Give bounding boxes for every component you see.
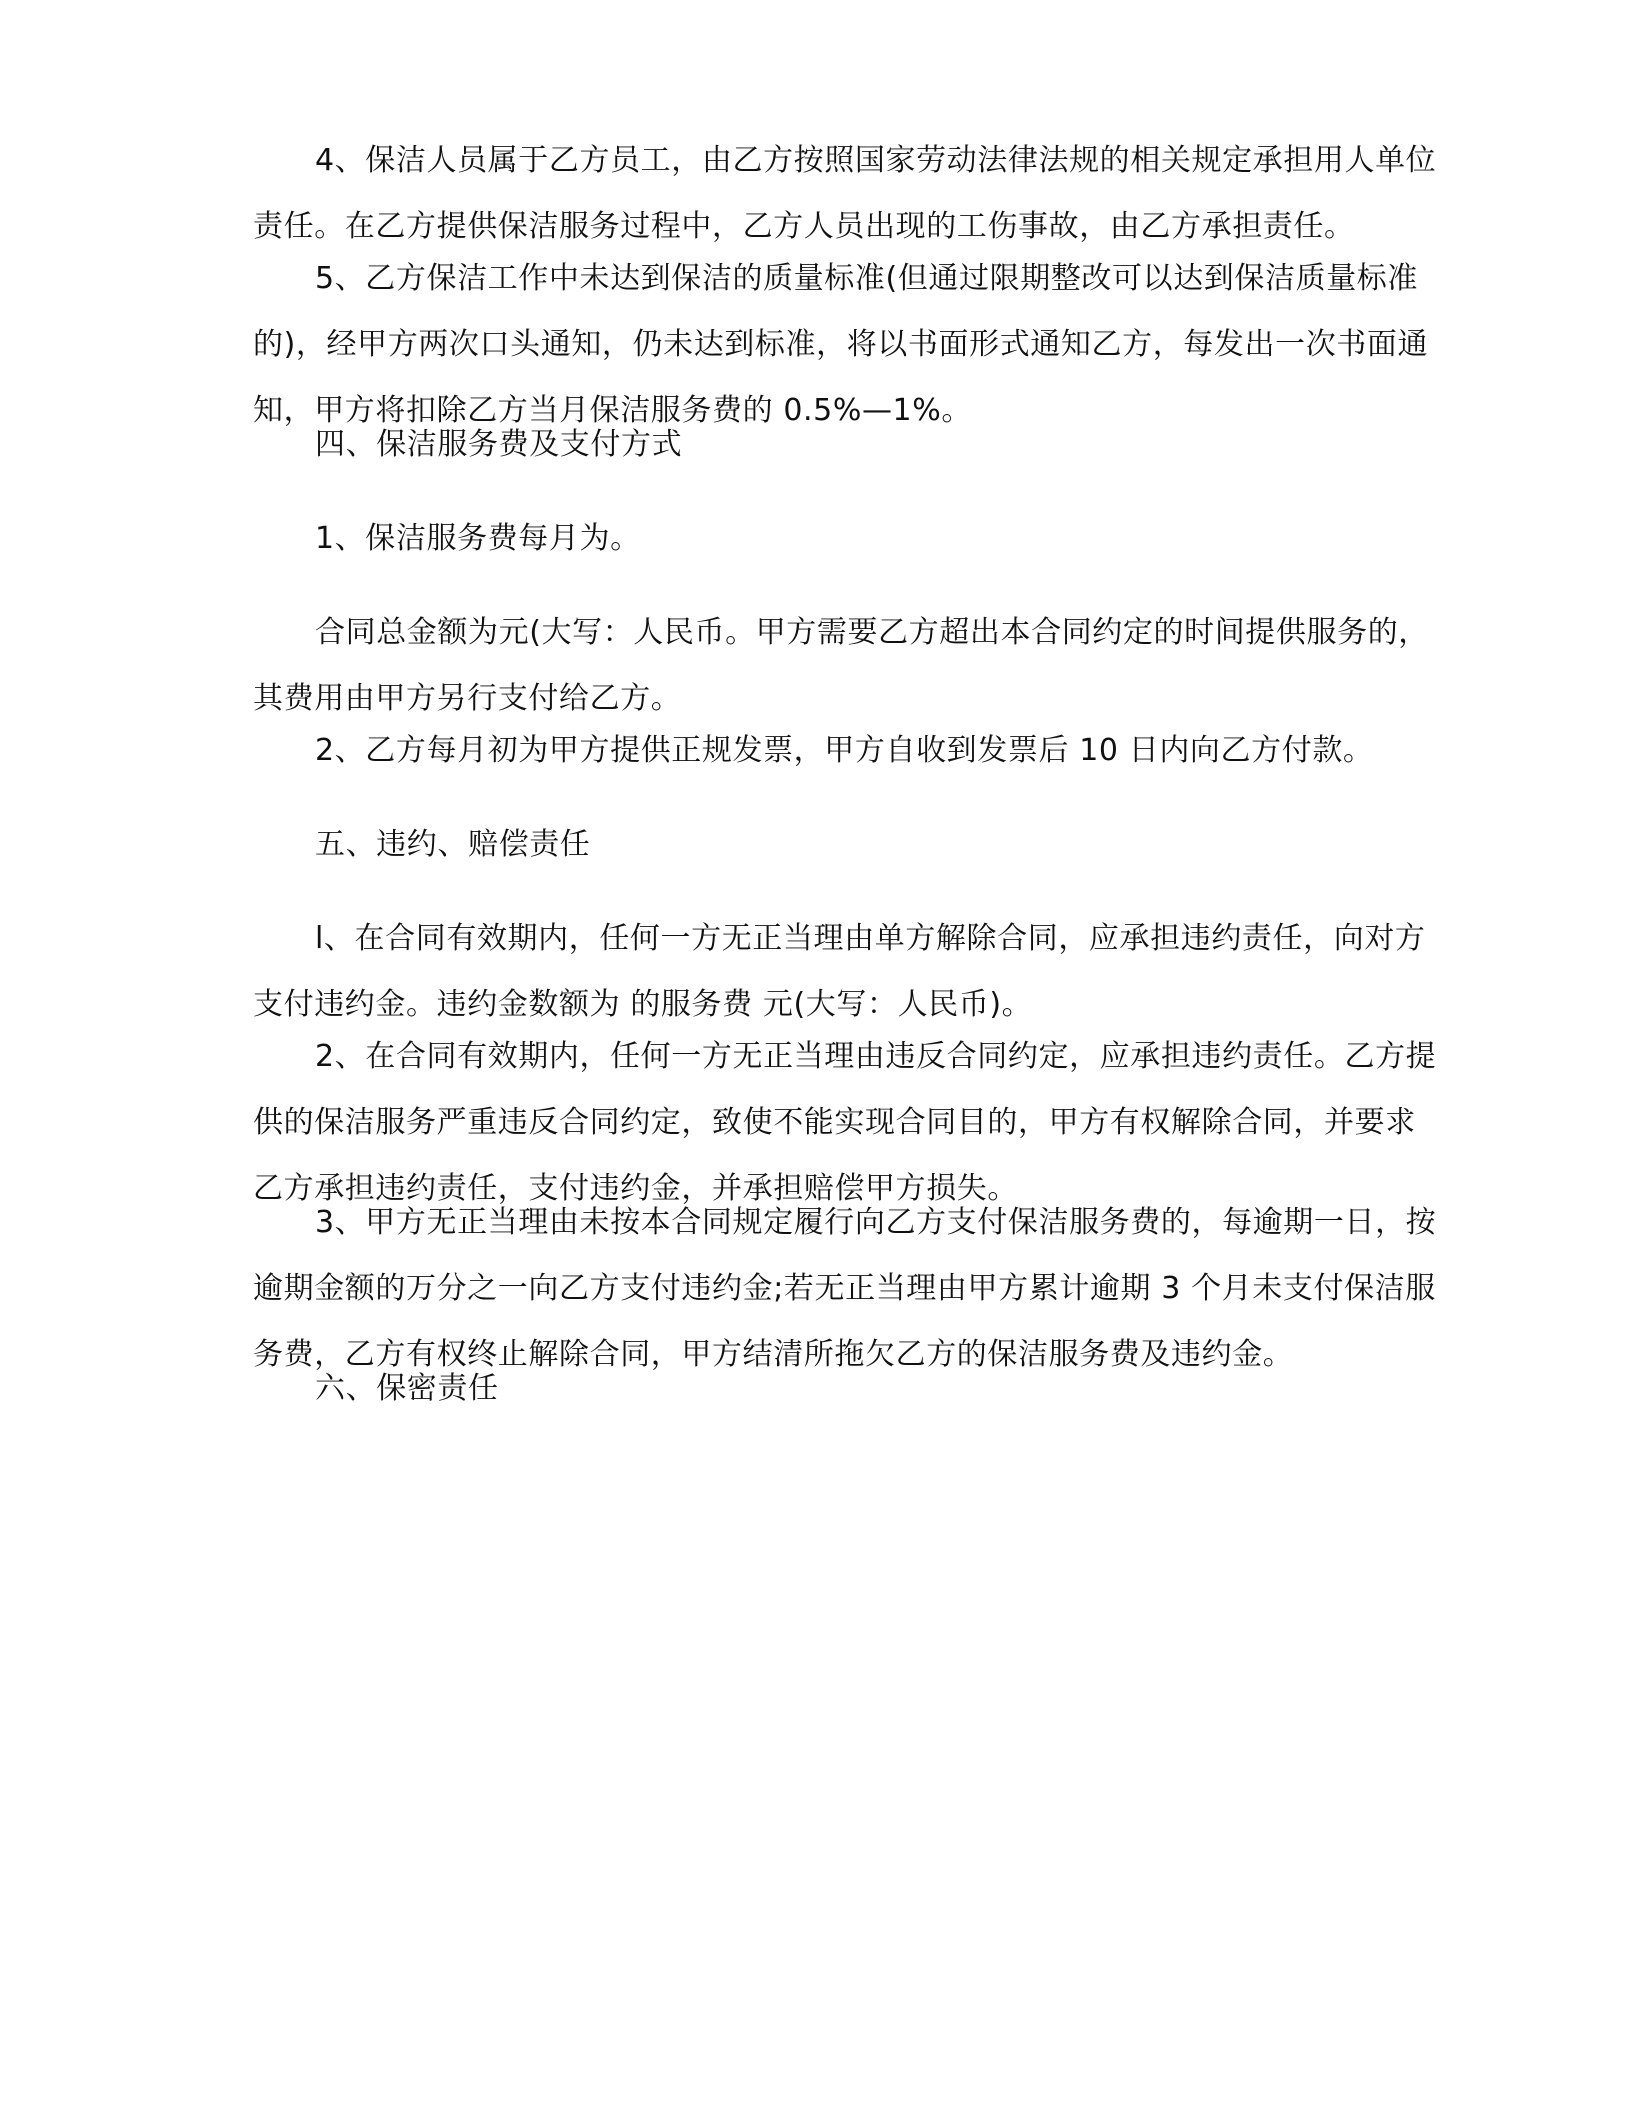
section-5-heading bbox=[193, 812, 1443, 878]
text-line: 供的保洁服务严重违反合同约定，致使不能实现合同目的，甲方有权解除合同，并要求 bbox=[253, 1105, 1416, 1140]
text-line: l、在合同有效期内，任何一方无正当理由单方解除合同，应承担违约责任，向对方 bbox=[315, 921, 1426, 956]
text-line: 4、保洁人员属于乙方员工，由乙方按照国家劳动法律法规的相关规定承担用人单位 bbox=[315, 143, 1437, 178]
heading-text: 四、保洁服务费及支付方式 bbox=[315, 427, 683, 462]
heading-text: 六、保密责任 bbox=[315, 1371, 499, 1406]
section-4-heading bbox=[193, 412, 1443, 478]
text-line: 责任。在乙方提供保洁服务过程中，乙方人员出现的工伤事故，由乙方承担责任。 bbox=[253, 209, 1355, 244]
text-line: 乙方承担违约责任，支付违约金，并承担赔偿甲方损失。 bbox=[253, 1171, 1018, 1206]
clause-3-4-paragraph bbox=[193, 128, 1443, 260]
text-line: 2、乙方每月初为甲方提供正规发票，甲方自收到发票后 10 日内向乙方付款。 bbox=[315, 733, 1374, 768]
text-line: 的)，经甲方两次口头通知，仍未达到标准，将以书面形式通知乙方，每发出一次书面通 bbox=[253, 327, 1429, 362]
clause-4-1-total-paragraph bbox=[193, 600, 1443, 732]
clause-5-1-paragraph bbox=[193, 906, 1443, 1038]
text-line: 1、保洁服务费每月为。 bbox=[315, 521, 641, 556]
text-line: 务费，乙方有权终止解除合同，甲方结清所拖欠乙方的保洁服务费及违约金。 bbox=[253, 1337, 1294, 1372]
text-line: 其费用由甲方另行支付给乙方。 bbox=[253, 681, 682, 716]
heading-text: 五、违约、赔偿责任 bbox=[315, 827, 591, 862]
text-line: 合同总金额为元(大写：人民币。甲方需要乙方超出本合同约定的时间提供服务的， bbox=[315, 615, 1429, 650]
section-6-heading bbox=[193, 1356, 1443, 1422]
text-line: 逾期金额的万分之一向乙方支付违约金;若无正当理由甲方累计逾期 3 个月未支付保洁服 bbox=[253, 1271, 1436, 1306]
text-line: 5、乙方保洁工作中未达到保洁的质量标准(但通过限期整改可以达到保洁质量标准 bbox=[315, 261, 1418, 296]
text-line: 3、甲方无正当理由未按本合同规定履行向乙方支付保洁服务费的，每逾期一日，按 bbox=[315, 1205, 1437, 1240]
clause-4-1-paragraph bbox=[193, 506, 1443, 572]
text-line: 支付违约金。违约金数额为 的服务费 元(大写：人民币)。 bbox=[253, 987, 1033, 1022]
clause-4-2-paragraph bbox=[193, 718, 1443, 784]
text-line: 知，甲方将扣除乙方当月保洁服务费的 0.5%—1%。 bbox=[253, 393, 972, 428]
text-line: 2、在合同有效期内，任何一方无正当理由违反合同约定，应承担违约责任。乙方提 bbox=[315, 1039, 1437, 1074]
